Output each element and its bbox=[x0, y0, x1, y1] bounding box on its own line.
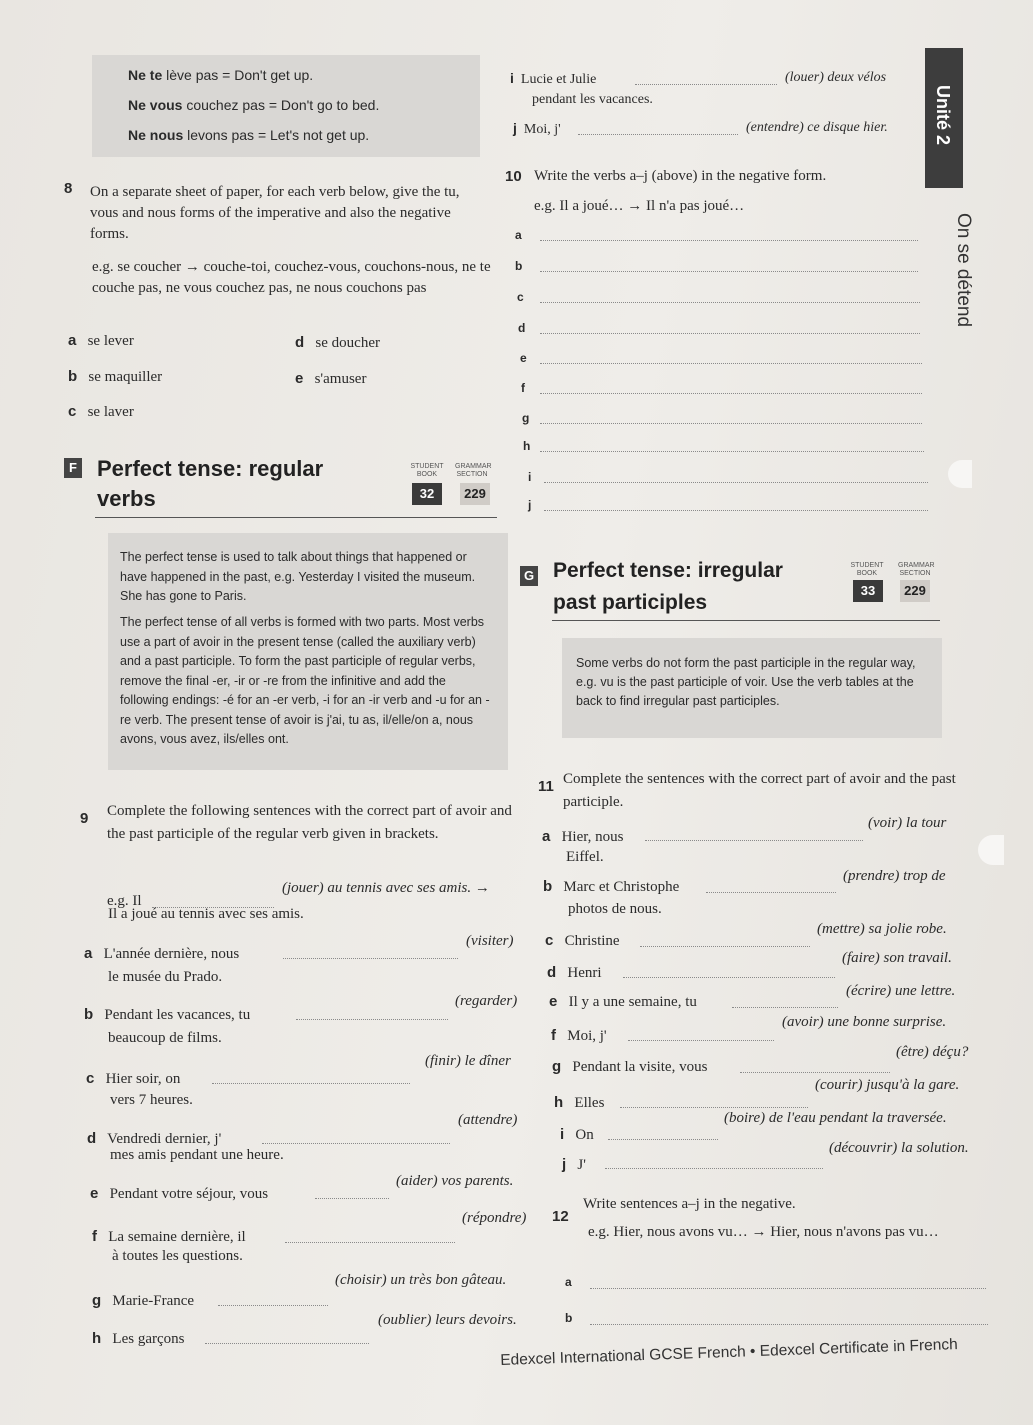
section-g-title: Perfect tense: irregular past participles bbox=[553, 559, 783, 614]
answer-line[interactable] bbox=[620, 1107, 808, 1108]
section-f-explanation-box bbox=[108, 533, 508, 770]
ex11-item-j-verb: (découvrir) la solution. bbox=[829, 1140, 969, 1156]
ex11-item-c-verb: (mettre) sa jolie robe. bbox=[817, 921, 947, 937]
ex8-number: 8 bbox=[64, 180, 73, 197]
answer-line[interactable] bbox=[283, 958, 458, 959]
answer-line[interactable] bbox=[544, 482, 928, 483]
section-f-grammar-page: 229 bbox=[460, 483, 490, 505]
ex11-item-f-verb: (avoir) une bonne surprise. bbox=[782, 1014, 947, 1030]
answer-line[interactable] bbox=[590, 1324, 988, 1325]
ex9-item-b-verb: (regarder) bbox=[455, 993, 518, 1009]
answer-line[interactable] bbox=[740, 1072, 890, 1073]
ex9-item-b: b Pendant les vacances, tu bbox=[84, 1006, 251, 1023]
top-item-i-cont: pendant les vacances. bbox=[532, 92, 653, 107]
ex11-item-b-verb: (prendre) trop de bbox=[843, 868, 946, 884]
ex11-item-c: c Christine bbox=[545, 932, 620, 949]
top-item-i-verb: (louer) deux vélos bbox=[785, 70, 887, 85]
answer-line[interactable] bbox=[540, 393, 922, 394]
answer-line[interactable] bbox=[608, 1139, 718, 1140]
tab-notch-2 bbox=[978, 835, 1004, 865]
ex10-letter: h bbox=[523, 439, 531, 453]
answer-line[interactable] bbox=[218, 1305, 328, 1306]
ex9-number: 9 bbox=[80, 810, 89, 827]
section-f-marker: F bbox=[64, 458, 82, 478]
side-tab bbox=[925, 48, 963, 188]
section-f-student-label: STUDENT BOOK bbox=[410, 463, 444, 478]
section-g-text: Some verbs do not form the past participle in the regular way, e.g. vu is the past participle of voir. Use the verb tables at the back to find irregular past participles. bbox=[576, 656, 916, 708]
ex9-item-f: f La semaine dernière, il bbox=[92, 1228, 246, 1245]
section-g-student-page: 33 bbox=[853, 580, 883, 602]
ex9-item-g-verb: (choisir) un très bon gâteau. bbox=[335, 1272, 507, 1288]
answer-line[interactable] bbox=[623, 977, 835, 978]
ex11-item-i-verb: (boire) de l'eau pendant la traversée. bbox=[724, 1110, 947, 1126]
answer-line[interactable] bbox=[645, 840, 863, 841]
ex9-item-b-cont: beaucoup de films. bbox=[108, 1030, 222, 1046]
section-g-grammar-label: GRAMMAR SECTION bbox=[898, 562, 935, 577]
ex10-letter: d bbox=[518, 321, 526, 335]
ex11-item-g-verb: (être) déçu? bbox=[896, 1044, 969, 1060]
ex8-item-e: e s'amuser bbox=[295, 370, 367, 387]
ex9-item-c-cont: vers 7 heures. bbox=[110, 1092, 193, 1108]
ex9-item-g: g Marie-France bbox=[92, 1292, 195, 1309]
ex9-item-f-verb: (répondre) bbox=[462, 1210, 527, 1226]
answer-line[interactable] bbox=[205, 1343, 369, 1344]
top-item-i: i Lucie et Julie bbox=[510, 70, 597, 87]
unit-label: Unité 2 bbox=[933, 84, 953, 145]
answer-line[interactable] bbox=[544, 510, 928, 511]
imperative-line-2: Ne vous couchez pas = Don't go to bed. bbox=[128, 97, 380, 113]
side-tab-title: On se détend bbox=[953, 212, 974, 328]
ex11-item-g: g Pendant la visite, vous bbox=[552, 1058, 708, 1075]
ex11-number: 11 bbox=[538, 778, 554, 795]
ex9-item-d-cont: mes amis pendant une heure. bbox=[110, 1147, 284, 1163]
imperative-examples-box bbox=[92, 55, 480, 157]
ex9-item-c: c Hier soir, on bbox=[86, 1070, 181, 1087]
section-g-student-label: STUDENT BOOK bbox=[850, 562, 884, 577]
ex8-item-c: c se laver bbox=[68, 403, 134, 420]
ex10-example: e.g. Il a joué… → Il n'a pas joué… bbox=[534, 198, 745, 214]
ex9-item-d: d Vendredi dernier, j' bbox=[87, 1130, 222, 1147]
tab-notch-1 bbox=[948, 460, 972, 488]
section-g-rule bbox=[552, 620, 940, 621]
ex10-lines bbox=[510, 228, 930, 518]
ex11-item-b-cont: photos de nous. bbox=[568, 901, 662, 917]
answer-line[interactable] bbox=[540, 302, 920, 303]
answer-line[interactable] bbox=[578, 134, 738, 135]
ex9-item-c-verb: (finir) le dîner bbox=[425, 1053, 511, 1069]
ex9-instruction: Complete the following sentences with the correct part of avoir and the past participle of the regular verb given in brackets. bbox=[107, 803, 512, 842]
answer-line[interactable] bbox=[315, 1198, 389, 1199]
section-f-rule bbox=[95, 517, 497, 518]
answer-line[interactable] bbox=[540, 271, 918, 272]
answer-line[interactable] bbox=[640, 946, 810, 947]
ex12-number: 12 bbox=[552, 1208, 569, 1225]
answer-line[interactable] bbox=[540, 363, 922, 364]
ex10-instruction: Write the verbs a–j (above) in the negative form. bbox=[534, 168, 827, 184]
ex11-item-d-verb: (faire) son travail. bbox=[842, 950, 952, 966]
ex9-item-h: h Les garçons bbox=[92, 1330, 185, 1347]
ex11-item-d: d Henri bbox=[547, 964, 602, 981]
answer-line[interactable] bbox=[285, 1242, 455, 1243]
ex12-example: e.g. Hier, nous avons vu… → Hier, nous n'avons pas vu… bbox=[588, 1224, 939, 1240]
answer-line[interactable] bbox=[296, 1019, 448, 1020]
footer-text: Edexcel International GCSE French • Edexcel Certificate in French bbox=[500, 1336, 959, 1369]
ex9-item-a-verb: (visiter) bbox=[466, 933, 514, 949]
ex10-letter: j bbox=[528, 498, 532, 512]
ex8-example: e.g. se coucher → couche-toi, couchez-vous, couchons-nous, ne te couche pas, ne vous couchez pas, ne nous couchons pas bbox=[92, 259, 491, 296]
answer-line[interactable] bbox=[540, 240, 918, 241]
section-f-student-page: 32 bbox=[412, 483, 442, 505]
answer-line[interactable] bbox=[212, 1083, 410, 1084]
ex9-item-a: a L'année dernière, nous bbox=[84, 945, 240, 962]
ex9-example-answer: Il a joué au tennis avec ses amis. bbox=[108, 906, 304, 922]
answer-line[interactable] bbox=[540, 451, 924, 452]
ex9-item-h-verb: (oublier) leurs devoirs. bbox=[378, 1312, 517, 1328]
ex8-item-b: b se maquiller bbox=[68, 368, 163, 385]
answer-line[interactable] bbox=[540, 423, 922, 424]
ex11-item-h-verb: (courir) jusqu'à la gare. bbox=[815, 1077, 960, 1093]
section-f-title: Perfect tense: regular verbs bbox=[97, 456, 324, 511]
ex12-letter: b bbox=[565, 1311, 573, 1325]
imperative-line-1: Ne te lève pas = Don't get up. bbox=[128, 67, 314, 83]
answer-line[interactable] bbox=[590, 1288, 986, 1289]
ex11-item-a-cont: Eiffel. bbox=[566, 849, 604, 865]
section-g-marker: G bbox=[520, 566, 538, 586]
ex11-item-f: f Moi, j' bbox=[551, 1027, 607, 1044]
section-f-paragraph-2: The perfect tense of all verbs is formed with two parts. Most verbs use a part of avoir in the present tense (called the auxiliary verb) and a past participle. To form the past participle of regular verbs, remove the final -er, -ir or -re from the infinitive and add the following endings: -é for an -er verb, -i for an -ir verb and -u for an -re verb. The present tense of avoir is j'ai, tu as, il/elle/on a, nous avons, vous avez, ils/elles ont. bbox=[120, 615, 490, 746]
ex11-instruction: Complete the sentences with the correct part of avoir and the past participle. bbox=[563, 771, 956, 810]
ex8-item-d: d se doucher bbox=[295, 334, 380, 351]
ex10-letter: a bbox=[515, 228, 522, 242]
top-item-j: j Moi, j' bbox=[513, 120, 561, 137]
ex8-instruction: On a separate sheet of paper, for each verb below, give the tu, vous and nous forms of the imperative and also the negative forms. bbox=[90, 184, 460, 242]
answer-line[interactable] bbox=[628, 1040, 774, 1041]
ex12-letter: a bbox=[565, 1275, 572, 1289]
ex9-example-verb: (jouer) au tennis avec ses amis. → bbox=[282, 880, 490, 896]
top-item-j-verb: (entendre) ce disque hier. bbox=[746, 120, 888, 135]
imperative-line-3: Ne nous levons pas = Let's not get up. bbox=[128, 127, 370, 143]
ex10-letter: g bbox=[522, 411, 530, 425]
answer-line[interactable] bbox=[635, 84, 777, 85]
ex9-example-start: e.g. Il bbox=[107, 893, 142, 909]
section-f-paragraph-1: The perfect tense is used to talk about things that happened or have happened in the past, e.g. Yesterday I visited the museum. She has gone to Paris. bbox=[120, 550, 476, 603]
ex10-number: 10 bbox=[505, 168, 522, 185]
ex10-letter: b bbox=[515, 259, 523, 273]
ex10-letter: i bbox=[528, 470, 532, 484]
ex9-item-e-verb: (aider) vos parents. bbox=[396, 1173, 514, 1189]
answer-line[interactable] bbox=[706, 892, 836, 893]
ex8-item-a: a se lever bbox=[68, 332, 134, 349]
ex11-item-e: e Il y a une semaine, tu bbox=[549, 993, 697, 1010]
section-f-grammar-label: GRAMMAR SECTION bbox=[455, 463, 492, 478]
ex11-item-h: h Elles bbox=[554, 1094, 605, 1111]
ex11-item-a-verb: (voir) la tour bbox=[868, 815, 947, 831]
ex9-item-f-cont: à toutes les questions. bbox=[112, 1248, 243, 1264]
ex9-item-d-verb: (attendre) bbox=[458, 1112, 518, 1128]
ex9-item-a-cont: le musée du Prado. bbox=[108, 969, 223, 985]
ex11-item-e-verb: (écrire) une lettre. bbox=[846, 983, 956, 999]
answer-line[interactable] bbox=[540, 333, 920, 334]
ex11-item-i: i On bbox=[560, 1126, 594, 1143]
ex10-letter: c bbox=[517, 290, 524, 304]
section-g-explanation-box bbox=[562, 638, 942, 738]
ex11-item-a: a Hier, nous bbox=[542, 828, 624, 845]
ex9-item-e: e Pendant votre séjour, vous bbox=[90, 1185, 269, 1202]
ex11-item-b: b Marc et Christophe bbox=[543, 878, 680, 895]
section-g-grammar-page: 229 bbox=[900, 580, 930, 602]
ex12-instruction: Write sentences a–j in the negative. bbox=[583, 1196, 796, 1212]
answer-line[interactable] bbox=[262, 1143, 450, 1144]
answer-line[interactable] bbox=[605, 1168, 823, 1169]
ex10-letter: f bbox=[521, 381, 525, 395]
ex10-letter: e bbox=[520, 351, 527, 365]
answer-line[interactable] bbox=[732, 1007, 838, 1008]
ex11-item-j: j J' bbox=[562, 1156, 586, 1173]
